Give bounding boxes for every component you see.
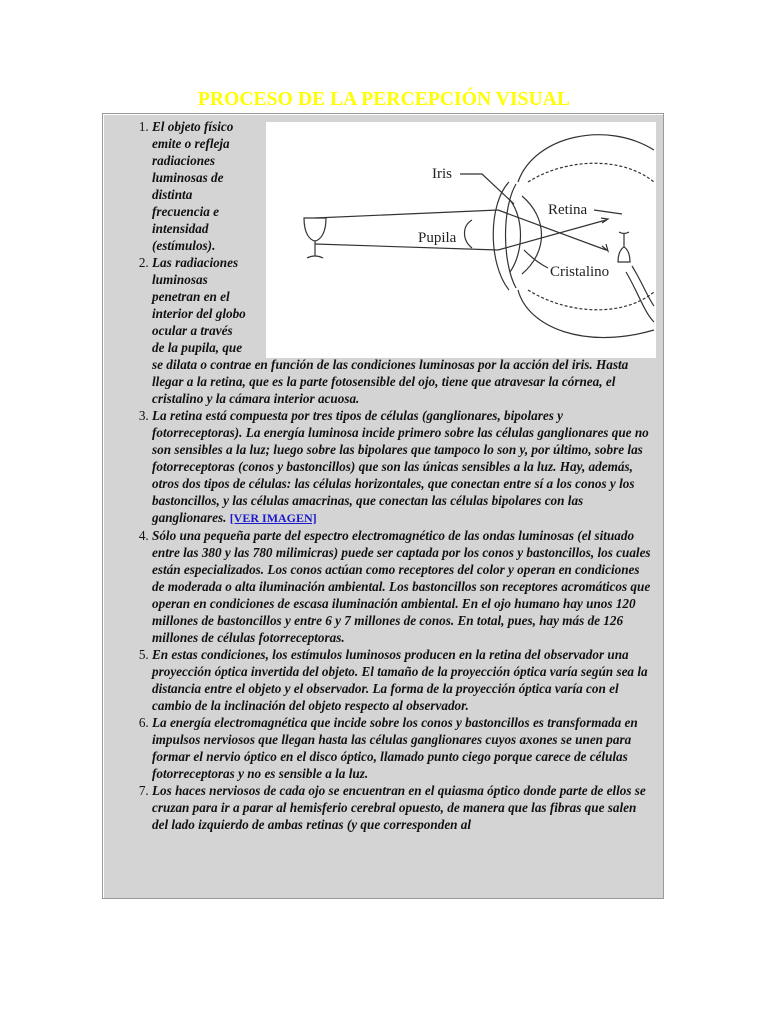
label-pupila: Pupila — [418, 230, 457, 246]
steps-list — [106, 118, 654, 833]
label-iris: Iris — [432, 166, 452, 182]
list-item: 4. Sólo una pequeña parte del espectro electromagnético de las ondas luminosas (el situado entre las 380 y las 780 milimicras) puede ser captada por los conos y bastoncillos, los cuales están especializados. Los conos actúan como receptores del color y operan en condiciones de moderada o alta iluminación ambiental. Los bastoncillos son receptores acromáticos que operan en condiciones de escasa iluminación ambiental. En el ojo humano hay unos 120 millones de bastoncillos y entre 6 y 7 millones de conos. En total, pues, hay más de 126 millones de células fotorreceptoras. — [152, 527, 654, 646]
list-item: 2. Las radiaciones luminosas penetran en el interior del globo ocular a través de la pupila, que se dilata o contrae en función de las condiciones luminosas por la acción del iris. Hasta llegar a la retina, que es la parte fotosensible del ojo, tiene que atravesar la córnea, el cristalino y la cámara interior acuosa. — [152, 254, 654, 407]
page-title: PROCESO DE LA PERCEPCIÓN VISUAL — [197, 89, 571, 110]
list-item: 6. La energía electromagnética que incide sobre los conos y bastoncillos es transformada en impulsos nerviosos que llegan hasta las células ganglionares cuyos axones se unen para formar el nervio óptico en el disco óptico, llamado punto ciego porque carece de células fotorreceptoras y no es sensible a la luz. — [152, 714, 654, 782]
list-item: 1. El objeto físico emite o refleja radiaciones luminosas de distinta frecuencia e intensidad (estímulos). — [152, 118, 654, 254]
ver-imagen-link[interactable]: [VER IMAGEN] — [229, 511, 317, 525]
list-item: 5. En estas condiciones, los estímulos luminosos producen en la retina del observador una proyección óptica invertida del objeto. El tamaño de la proyección óptica varía según sea la distancia entre el objeto y el observador. La forma de la proyección óptica varía con el cambio de la inclinación del objeto respecto al observador. — [152, 646, 654, 714]
list-item: 3. La retina está compuesta por tres tipos de células (ganglionares, bipolares y fotorreceptoras). La energía luminosa incide primero sobre las células ganglionares que no son sensibles a la luz; luego sobre las bipolares que tampoco lo son y, por último, sobre las fotorreceptoras (conos y bastoncillos) que son las únicas sensibles a la luz. Hay, además, otros dos tipos de células: las células horizontales, que conectan entre sí a los conos y los bastoncillos, y las células amacrinas, que conectan las células bipolares con las ganglionares. [VER IMAGEN] — [152, 407, 654, 527]
label-cristalino: Cristalino — [550, 264, 610, 280]
list-item: 7. Los haces nerviosos de cada ojo se encuentran en el quiasma óptico donde parte de ellos se cruzan para ir a parar al hemisferio cerebral opuesto, de manera que las fibras que salen del lado izquierdo de ambas retinas (y que corresponden al — [152, 782, 654, 833]
label-retina: Retina — [548, 202, 588, 218]
